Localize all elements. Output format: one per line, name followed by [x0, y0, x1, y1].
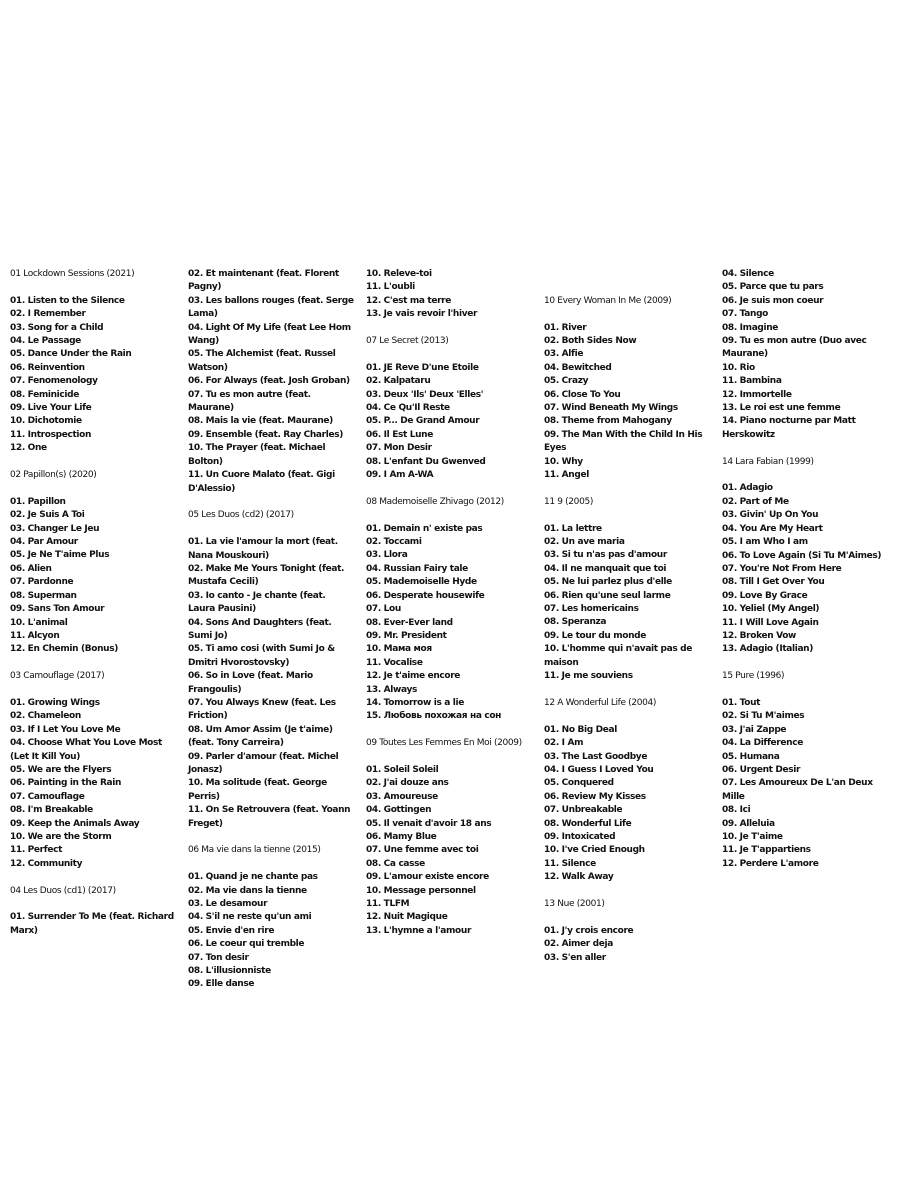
track-item: 03. Givin' Up On You	[722, 510, 819, 521]
track-item: 04. La Difference	[722, 738, 803, 749]
album-heading: 04 Les Duos (cd1) (2017)	[10, 885, 116, 896]
track-item: 06. So in Love (feat. Mario Frangoulis)	[188, 671, 313, 695]
track-item: 08. Superman	[10, 590, 77, 601]
album-heading: 08 Mademoiselle Zhivago (2012)	[366, 496, 504, 507]
track-item: 02. Chameleon	[10, 711, 81, 722]
track-item: 07. Ton desir	[188, 952, 249, 963]
track-item: 10. Yeliel (My Angel)	[722, 604, 820, 615]
track-item: 02. Un ave maria	[544, 537, 625, 548]
track-item: 07. Mon Desir	[366, 443, 432, 454]
tracklist-column	[356, 268, 534, 992]
track-item: 04. Par Amour	[10, 537, 78, 548]
track-item: 02. Part of Me	[722, 496, 789, 507]
track-item: 06. Rien qu'une seul larme	[544, 590, 671, 601]
spacer	[544, 684, 712, 697]
track-item: 07. Pardonne	[10, 577, 74, 588]
track-item: 01. La vie l'amour la mort (feat. Nana Mouskouri)	[188, 537, 338, 561]
spacer	[544, 268, 712, 281]
spacer	[544, 281, 712, 294]
track-item: 09. I Am A-WA	[366, 470, 434, 481]
track-item: 10. We are the Storm	[10, 831, 112, 842]
album-heading: 03 Camouflage (2017)	[10, 671, 105, 682]
track-item: 04. Sons And Daughters (feat. Sumi Jo)	[188, 617, 332, 641]
album-heading: 13 Nue (2001)	[544, 898, 605, 909]
track-item: 09. Alleluia	[722, 818, 775, 829]
track-item: 04. Choose What You Love Most (Let It Kill You)	[10, 738, 162, 762]
track-item: 01. Papillon	[10, 496, 66, 507]
track-item: 06. Review My Kisses	[544, 791, 646, 802]
track-item: 09. Ensemble (feat. Ray Charles)	[188, 429, 344, 440]
track-item: 05. Envie d'en rire	[188, 925, 275, 936]
track-item: 02. Je Suis A Toi	[10, 510, 85, 521]
tracklist-column	[0, 268, 178, 992]
spacer	[366, 322, 534, 335]
track-item: 01. Soleil Soleil	[366, 764, 439, 775]
track-item: 10. L'animal	[10, 617, 68, 628]
track-item: 11. Bambina	[722, 376, 782, 387]
track-item: 06. For Always (feat. Josh Groban)	[188, 376, 350, 387]
track-item: 04. Bewitched	[544, 362, 612, 373]
track-item: 06. Alien	[10, 563, 52, 574]
album-heading: 05 Les Duos (cd2) (2017)	[188, 510, 294, 521]
track-item: 05. Je Ne T'aime Plus	[10, 550, 110, 561]
track-item: 02. I Am	[544, 738, 584, 749]
track-item: 01. Tout	[722, 697, 761, 708]
spacer	[722, 684, 890, 697]
track-item: 10. Dichotomie	[10, 416, 82, 427]
track-item: 05. Crazy	[544, 376, 589, 387]
track-item: 12. Broken Vow	[722, 630, 797, 641]
track-item: 06. Le coeur qui tremble	[188, 939, 305, 950]
track-item: 06. Painting in the Rain	[10, 778, 122, 789]
track-item: 04. I Guess I Loved You	[544, 764, 654, 775]
spacer	[722, 657, 890, 670]
track-item: 08. L'enfant Du Gwenved	[366, 456, 486, 467]
track-item: 05. P... De Grand Amour	[366, 416, 480, 427]
track-item: 03. Si tu n'as pas d'amour	[544, 550, 667, 561]
track-item: 13. Le roi est une femme	[722, 403, 841, 414]
track-item: 12. One	[10, 443, 47, 454]
track-item: 01. No Big Deal	[544, 724, 617, 735]
track-item: 02. J'ai douze ans	[366, 778, 449, 789]
tracklist-column	[534, 268, 712, 992]
track-item: 01. River	[544, 322, 587, 333]
track-item: 08. Ca casse	[366, 858, 425, 869]
track-item: 12. Nuit Magique	[366, 912, 448, 923]
track-item: 02. Toccami	[366, 537, 422, 548]
track-item: 02. Si Tu M'aimes	[722, 711, 805, 722]
track-item: 09. The Man With the Child In His Eyes	[544, 429, 703, 454]
track-item: 07. You Always Knew (feat. Les Friction)	[188, 697, 336, 722]
track-item: 10. The Prayer (feat. Michael Bolton)	[188, 443, 326, 467]
track-item: 10. Rio	[722, 362, 755, 373]
track-item: 03. Changer Le Jeu	[10, 523, 100, 534]
track-item: 05. Ne lui parlez plus d'elle	[544, 577, 672, 588]
track-item: 08. Speranza	[544, 617, 607, 628]
track-item: 07. Les homericains	[544, 604, 639, 615]
track-item: 03. The Last Goodbye	[544, 751, 648, 762]
track-item: 10. Why	[544, 456, 583, 467]
track-item: 08. Till I Get Over You	[722, 577, 825, 588]
track-item: 13. Adagio (Italian)	[722, 644, 814, 655]
spacer	[722, 442, 890, 455]
track-item: 07. You're Not From Here	[722, 563, 842, 574]
track-item: 11. Je T'appartiens	[722, 845, 811, 856]
track-item: 09. Le tour du monde	[544, 630, 647, 641]
track-item: 06. Il Est Lune	[366, 429, 433, 440]
spacer	[366, 482, 534, 495]
track-item: 11. I Will Love Again	[722, 617, 819, 628]
track-item: 01. Adagio	[722, 483, 773, 494]
track-item: 12. Immortelle	[722, 389, 792, 400]
track-item: 11. TLFM	[366, 899, 410, 909]
tracklist-column	[178, 268, 356, 992]
spacer	[10, 684, 178, 697]
track-item: 02. Ma vie dans la tienne	[188, 885, 307, 896]
track-item: 12. En Chemin (Bonus)	[10, 644, 118, 655]
track-item: 10. Мама моя	[366, 644, 432, 655]
spacer	[10, 657, 178, 670]
spacer	[188, 496, 356, 509]
track-item: 06. Reinvention	[10, 362, 85, 373]
track-item: 08. L'illusionniste	[188, 966, 271, 977]
track-item: 03. Amoureuse	[366, 791, 438, 802]
track-item: 04. Gottingen	[366, 805, 432, 816]
track-item: 09. Live Your Life	[10, 403, 92, 414]
track-item: 05. Conquered	[544, 778, 614, 789]
track-item: 07. Wind Beneath My Wings	[544, 403, 678, 414]
track-item: 02. Both Sides Now	[544, 335, 637, 346]
track-item: 07. Les Amoureux De L'an Deux Mille	[722, 778, 873, 802]
track-item: 08. Mais la vie (feat. Maurane)	[188, 416, 333, 427]
spacer	[544, 308, 712, 321]
track-item: 06. Close To You	[544, 389, 621, 400]
track-item: 10. L'homme qui n'avait pas de maison	[544, 644, 692, 668]
track-item: 03. Io canto - Je chante (feat. Laura Pausini)	[188, 590, 326, 615]
track-item: 09. Elle danse	[188, 979, 255, 990]
track-item: 01. Demain n' existe pas	[366, 523, 483, 534]
track-item: 03. If I Let You Love Me	[10, 724, 121, 735]
track-item: 13. Always	[366, 684, 417, 695]
track-item: 09. Parler d'amour (feat. Michel Jonasz)	[188, 751, 339, 775]
spacer	[544, 885, 712, 898]
track-item: 13. Je vais revoir l'hiver	[366, 309, 478, 320]
track-item: 12. Community	[10, 858, 83, 869]
track-item: 06. Mamy Blue	[366, 831, 437, 842]
track-item: 02. Kalpataru	[366, 376, 431, 387]
track-item: 15. Любовь похожая на сон	[366, 711, 502, 722]
track-item: 11. Perfect	[10, 845, 63, 856]
track-item: 09. Sans Ton Amour	[10, 604, 105, 615]
track-item: 02. Et maintenant (feat. Florent Pagny)	[188, 269, 339, 293]
track-item: 12. Perdere L'amore	[722, 858, 819, 869]
track-item: 10. Je T'aime	[722, 832, 783, 842]
track-item: 03. Les ballons rouges (feat. Serge Lama)	[188, 295, 354, 320]
track-item: 10. Releve-toi	[366, 269, 432, 279]
track-item: 05. Mademoiselle Hyde	[366, 577, 477, 588]
album-heading: 11 9 (2005)	[544, 496, 593, 507]
track-item: 06. Urgent Desir	[722, 764, 801, 775]
track-item: 08. Imagine	[722, 322, 779, 333]
spacer	[10, 482, 178, 495]
track-item: 12. Je t'aime encore	[366, 671, 461, 682]
track-item: 12. Walk Away	[544, 872, 614, 883]
track-item: 10. Message personnel	[366, 885, 476, 896]
track-item: 05. I am Who I am	[722, 537, 808, 548]
track-item: 04. S'il ne reste qu'un ami	[188, 912, 312, 923]
track-item: 11. Un Cuore Malato (feat. Gigi D'Alessio)	[188, 470, 335, 494]
track-item: 06. To Love Again (Si Tu M'Aimes)	[722, 550, 882, 561]
track-item: 05. We are the Flyers	[10, 764, 112, 775]
track-item: 12. C'est ma terre	[366, 295, 452, 306]
album-heading: 07 Le Secret (2013)	[366, 336, 449, 347]
track-item: 02. I Remember	[10, 309, 86, 320]
track-item: 09. Mr. President	[366, 630, 447, 641]
spacer	[10, 281, 178, 294]
track-item: 06. Je suis mon coeur	[722, 295, 824, 306]
track-item: 11. Alcyon	[10, 630, 60, 641]
track-item: 01. JE Reve D'une Etoile	[366, 362, 479, 373]
track-item: 01. J'y crois encore	[544, 925, 634, 936]
track-item: 03. Deux 'Ils' Deux 'Elles'	[366, 389, 484, 400]
spacer	[366, 348, 534, 361]
track-item: 14. Piano nocturne par Matt Herskowitz	[722, 416, 856, 440]
track-item: 04. Light Of My Life (feat Lee Hom Wang)	[188, 322, 351, 347]
track-item: 08. Wonderful Life	[544, 818, 632, 829]
track-item: 04. You Are My Heart	[722, 523, 823, 534]
spacer	[366, 724, 534, 737]
album-heading: 06 Ma vie dans la tienne (2015)	[188, 845, 321, 856]
spacer	[10, 456, 178, 469]
album-heading: 02 Papillon(s) (2020)	[10, 470, 97, 481]
track-item: 04. Il ne manquait que toi	[544, 563, 667, 574]
track-item: 08. Ever-Ever land	[366, 617, 453, 628]
track-item: 09. L'amour existe encore	[366, 872, 489, 883]
track-item: 07. Lou	[366, 604, 401, 615]
track-item: 05. Humana	[722, 751, 780, 762]
track-item: 03. Llora	[366, 550, 408, 561]
track-item: 05. Ti amo cosi (with Sumi Jo & Dmitri Hvorostovsky)	[188, 644, 335, 668]
track-item: 01. Quand je ne chante pas	[188, 872, 318, 883]
track-item: 11. L'oubli	[366, 282, 415, 293]
track-item: 07. Unbreakable	[544, 805, 623, 816]
track-item: 11. Silence	[544, 858, 596, 869]
track-item: 03. J'ai Zappe	[722, 724, 787, 735]
track-item: 08. Ici	[722, 805, 751, 816]
track-item: 07. Fenomenology	[10, 376, 98, 387]
track-item: 08. I'm Breakable	[10, 805, 93, 816]
spacer	[188, 858, 356, 871]
track-item: 09. Keep the Animals Away	[10, 818, 140, 829]
track-item: 01. La lettre	[544, 523, 602, 534]
track-item: 06. Desperate housewife	[366, 590, 485, 601]
track-item: 08. Theme from Mahogany	[544, 416, 672, 427]
track-item: 13. L'hymne a l'amour	[366, 925, 472, 936]
track-item: 01. Growing Wings	[10, 697, 100, 708]
track-item: 10. I've Cried Enough	[544, 845, 645, 856]
spacer	[10, 898, 178, 911]
track-item: 05. The Alchemist (feat. Russel Watson)	[188, 349, 336, 373]
track-item: 01. Surrender To Me (feat. Richard Marx)	[10, 912, 174, 936]
spacer	[544, 911, 712, 924]
track-item: 10. Ma solitude (feat. George Perris)	[188, 778, 327, 802]
track-item: 11. Je me souviens	[544, 671, 633, 682]
spacer	[544, 482, 712, 495]
track-item: 04. Russian Fairy tale	[366, 563, 468, 574]
track-item: 04. Silence	[722, 269, 774, 279]
album-heading: 01 Lockdown Sessions (2021)	[10, 269, 135, 279]
album-heading: 09 Toutes Les Femmes En Moi (2009)	[366, 738, 522, 749]
track-item: 05. Dance Under the Rain	[10, 349, 132, 360]
track-item: 02. Make Me Yours Tonight (feat. Mustafa Cecili)	[188, 563, 345, 588]
track-item: 09. Tu es mon autre (Duo avec Maurane)	[722, 336, 867, 360]
spacer	[366, 751, 534, 764]
track-item: 03. Song for a Child	[10, 322, 104, 333]
spacer	[722, 469, 890, 482]
spacer	[366, 509, 534, 522]
track-item: 01. Listen to the Silence	[10, 295, 125, 306]
track-item: 05. Il venait d'avoir 18 ans	[366, 818, 492, 829]
album-heading: 14 Lara Fabian (1999)	[722, 456, 814, 467]
spacer	[188, 523, 356, 536]
track-item: 11. On Se Retrouvera (feat. Yoann Freget)	[188, 805, 351, 829]
tracklist-column	[712, 268, 890, 992]
track-item: 05. Parce que tu pars	[722, 282, 824, 293]
track-item: 11. Angel	[544, 470, 589, 481]
spacer	[10, 871, 178, 884]
track-item: 03. S'en aller	[544, 952, 606, 963]
track-item: 09. Intoxicated	[544, 831, 616, 842]
track-item: 11. Vocalise	[366, 657, 423, 668]
spacer	[544, 509, 712, 522]
album-heading: 12 A Wonderful Life (2004)	[544, 697, 657, 708]
track-item: 07. Une femme avec toi	[366, 845, 479, 856]
spacer	[188, 831, 356, 844]
album-heading: 10 Every Woman In Me (2009)	[544, 295, 672, 306]
track-item: 07. Tango	[722, 309, 769, 320]
track-item: 04. Ce Qu'Il Reste	[366, 403, 450, 414]
track-item: 03. Le desamour	[188, 899, 268, 910]
track-item: 14. Tomorrow is a lie	[366, 697, 464, 708]
track-item: 11. Introspection	[10, 429, 92, 440]
track-item: 07. Camouflage	[10, 791, 85, 802]
tracklist-sheet	[0, 268, 900, 992]
track-item: 03. Alfie	[544, 349, 584, 360]
track-item: 08. Um Amor Assim (Je t'aime)(feat. Tony Carreira)	[188, 724, 333, 749]
album-heading: 15 Pure (1996)	[722, 671, 785, 682]
track-item: 04. Le Passage	[10, 336, 81, 347]
track-item: 07. Tu es mon autre (feat. Maurane)	[188, 389, 311, 414]
track-item: 08. Feminicide	[10, 389, 79, 400]
track-item: 02. Aimer deja	[544, 939, 613, 950]
spacer	[544, 710, 712, 723]
track-item: 09. Love By Grace	[722, 590, 808, 601]
